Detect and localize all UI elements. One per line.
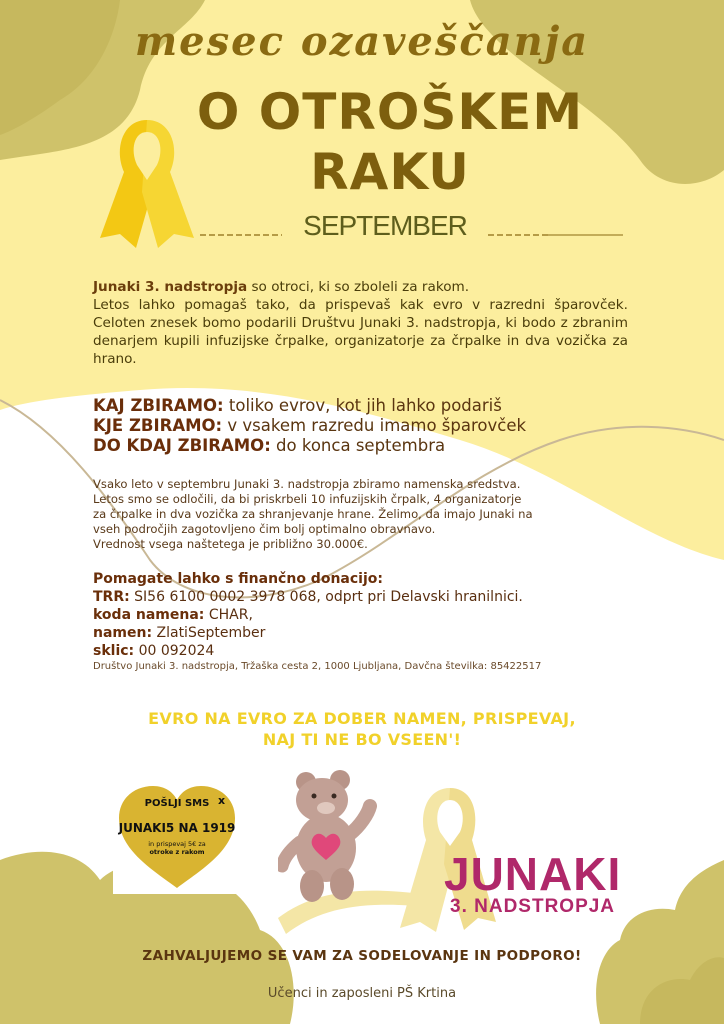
right-divider	[488, 232, 623, 236]
intro-lead-rest: so otroci, ki so zboleli za rakom.	[247, 279, 470, 295]
sms-text	[113, 798, 241, 856]
collect-what	[93, 396, 653, 416]
junaki-logo	[444, 848, 634, 918]
intro-paragraph: Letos lahko pomagaš tako, da prispevaš kak evro v razredni šparovček. Celoten znesek bomo podarili Društvu Junaki 3. nadstropja, ki bodo z zbranim denarjem kupili infuzijske črpalke, organizatorje za črpalke in dva vozička za hrano.	[93, 297, 628, 367]
thanks-text: ZAHVALJUJEMO SE VAM ZA SODELOVANJE IN PODPORO!	[142, 948, 582, 964]
collect-where-label: KJE ZBIRAMO:	[93, 416, 223, 435]
collect-what-label: KAJ ZBIRAMO:	[93, 396, 224, 415]
collection-info	[93, 396, 653, 456]
details-line: Vsako leto v septembru Junaki 3. nadstropja zbiramo namenska sredstva.	[93, 477, 521, 491]
collect-until	[93, 436, 653, 456]
title-line-1: O OTROŠKEM	[196, 83, 584, 141]
script-title: mesec ozaveščanja	[134, 18, 590, 65]
sms-line-2: JUNAKI5 NA 1919	[118, 821, 236, 835]
teddy-bear-icon	[278, 768, 438, 938]
details-text	[93, 477, 633, 552]
details-line: Vrednost vsega naštetega je približno 30.000€.	[93, 537, 368, 551]
sms-line-3a: in prispevaj 5€ za	[148, 840, 206, 848]
reference-label: sklic:	[93, 643, 135, 659]
trr-label: TRR:	[93, 589, 130, 605]
intro-bold-lead: Junaki 3. nadstropja	[93, 279, 248, 295]
sms-line-1: POŠLJI SMS	[144, 798, 210, 809]
left-divider	[200, 232, 282, 236]
collect-where	[93, 416, 653, 436]
donation-info	[93, 570, 653, 674]
collect-until-value: do konca septembra	[270, 436, 446, 455]
close-icon: x	[218, 794, 226, 807]
month-label: SEPTEMBER	[303, 210, 467, 241]
slogan-line-2: NAJ TI NE BO VSEEN'!	[262, 730, 462, 749]
collect-what-value: toliko evrov, kot jih lahko podariš	[223, 396, 502, 415]
purpose-value: ZlatiSeptember	[152, 625, 266, 641]
footer-signature: Učenci in zaposleni PŠ Krtina	[267, 986, 457, 1001]
logo-line-1: JUNAKI	[444, 848, 622, 900]
sms-line-3b: otroke z rakom	[149, 848, 205, 856]
collect-until-label: DO KDAJ ZBIRAMO:	[93, 436, 271, 455]
intro-text	[93, 278, 628, 368]
code-label: koda namena:	[93, 607, 205, 623]
title-line-2: RAKU	[310, 143, 470, 201]
society-address: Društvo Junaki 3. nadstropja, Tržaška cesta 2, 1000 Ljubljana, Davčna številka: 85422517	[93, 661, 542, 672]
slogan-line-1: EVRO NA EVRO ZA DOBER NAMEN, PRISPEVAJ,	[148, 709, 576, 728]
details-line: vseh področjih zagotovljeno čim bolj optimalno obravnavo.	[93, 522, 436, 536]
logo-line-2: 3. NADSTROPJA	[450, 896, 616, 917]
trr-value: SI56 6100 0002 3978 068, odprt pri Delavski hranilnici.	[129, 589, 523, 605]
slogan	[60, 708, 664, 750]
collect-where-value: v vsakem razredu imamo šparovček	[222, 416, 527, 435]
reference-value: 00 092024	[134, 643, 215, 659]
donation-heading: Pomagate lahko s finančno donacijo:	[93, 571, 383, 587]
details-line: Letos smo se odločili, da bi priskrbeli 10 infuzijskih črpalk, 4 organizatorje	[93, 492, 522, 506]
main-title	[150, 82, 630, 202]
purpose-label: namen:	[93, 625, 153, 641]
details-line: za črpalke in dva vozička za shranjevanje hrane. Želimo, da imajo Junaki na	[93, 507, 533, 521]
code-value: CHAR,	[204, 607, 253, 623]
